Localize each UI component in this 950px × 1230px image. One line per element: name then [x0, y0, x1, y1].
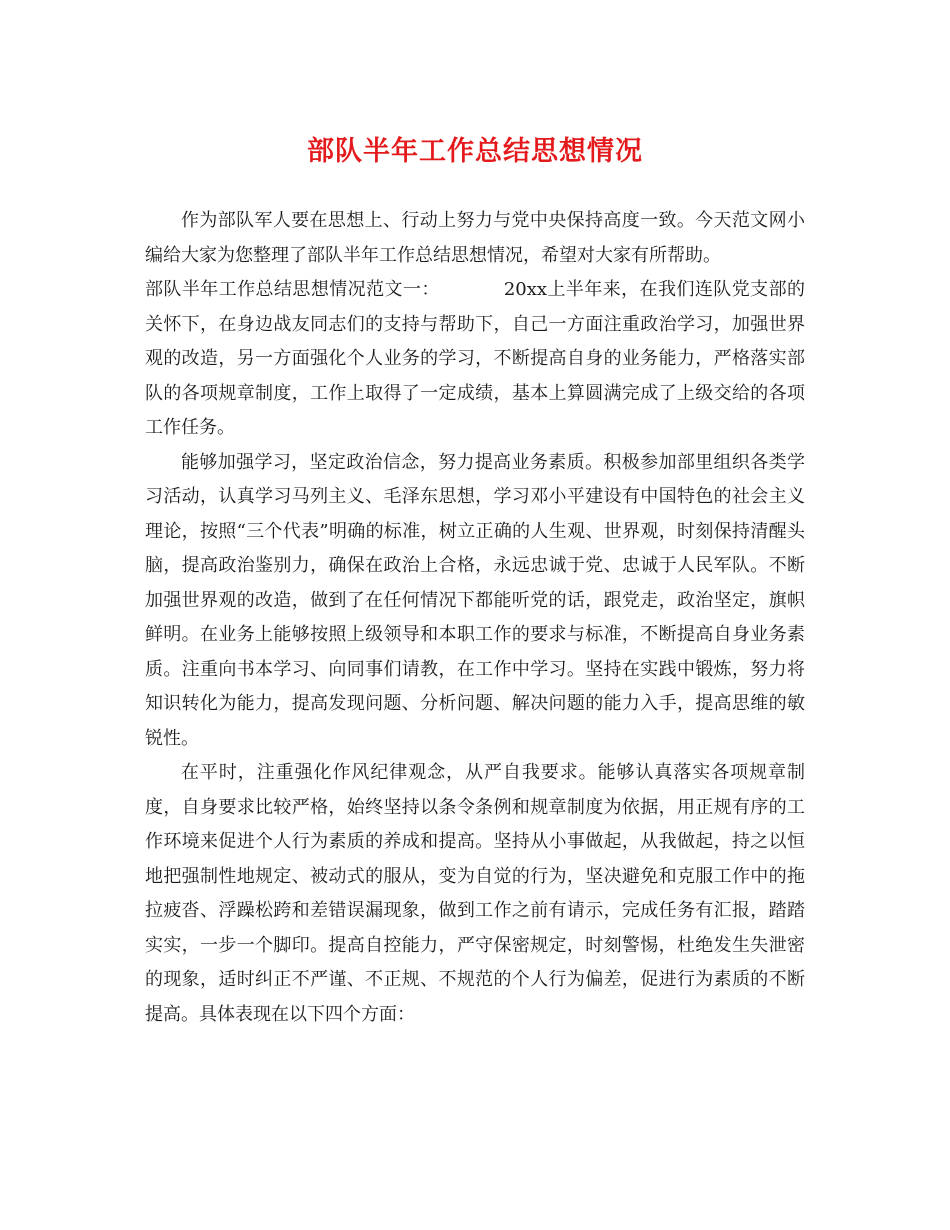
intro-paragraph: 作为部队军人要在思想上、行动上努力与党中央保持高度一致。今天范文网小编给大家为您整理了部队半年工作总结思想情况，希望对大家有所帮助。: [145, 210, 805, 266]
study-paragraph: 能够加强学习，坚定政治信念，努力提高业务素质。积极参加部里组织各类学习活动，认真学习马列主义、毛泽东思想，学习邓小平建设有中国特色的社会主义理论，按照“三个代表”明确的标准，树立正确的人生观、世界观，时刻保持清醒头脑，提高政治鉴别力，确保在政治上合格，永远忠诚于党、忠诚于人民军队。不断加强世界观的改造，做到了在任何情况下都能听党的话，跟党走，政治坚定，旗帜鲜明。在业务上能够按照上级领导和本职工作的要求与标准，不断提高自身业务素质。注重向书本学习、向同事们请教，在工作中学习。坚持在实践中锻炼，努力将知识转化为能力，提高发现问题、分析问题、解决问题的能力入手，提高思维的敏锐性。: [145, 451, 805, 749]
discipline-paragraph: 在平时，注重强化作风纪律观念，从严自我要求。能够认真落实各项规章制度，自身要求比较严格，始终坚持以条令条例和规章制度为依据，用正规有序的工作环境来促进个人行为素质的养成和提高。坚持从小事做起，从我做起，持之以恒地把强制性地规定、被动式的服从，变为自觉的行为，坚决避免和克服工作中的拖拉疲沓、浮躁松跨和差错误漏现象，做到工作之前有请示，完成任务有汇报，踏踏实实，一步一个脚印。提高自控能力，严守保密规定，时刻警惕，杜绝发生失泄密的现象，适时纠正不严谨、不正规、不规范的个人行为偏差，促进行为素质的不断提高。具体表现在以下四个方面：: [145, 762, 805, 1025]
sample-text: 20xx上半年来，在我们连队党支部的关怀下，在身边战友同志们的支持与帮助下，自己一方面注重政治学习，加强世界观的改造，另一方面强化个人业务的学习，不断提高自身的业务能力，严格落实部队的各项规章制度，工作上取得了一定成绩，基本上算圆满完成了上级交给的各项工作任务。: [145, 279, 805, 438]
document-body: [145, 204, 805, 1032]
document-title: 部队半年工作总结思想情况: [307, 136, 643, 167]
sample-paragraph: [145, 273, 805, 446]
sample-label: 部队半年工作总结思想情况范文一：: [145, 279, 440, 300]
